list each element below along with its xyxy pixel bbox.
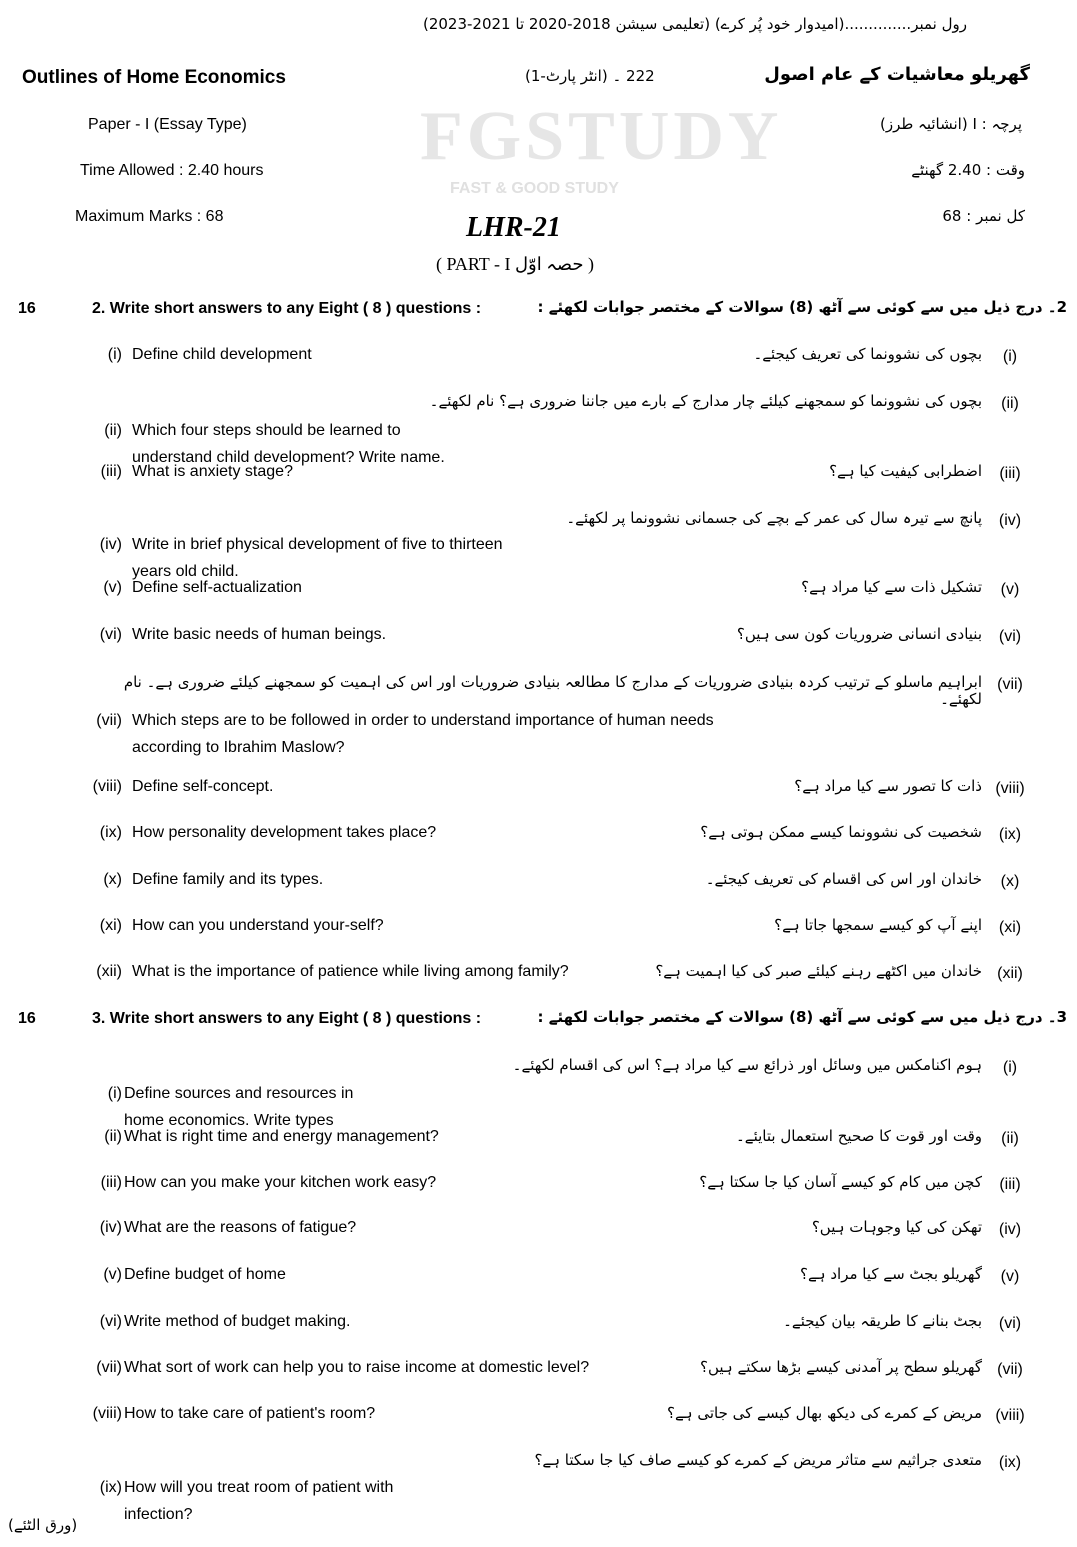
paper-code: 222 ۔ (انٹر پارٹ-1) [525, 67, 655, 85]
watermark-logo: FGSTUDY [420, 98, 783, 175]
question-number-en: (ix) [99, 1479, 122, 1496]
question-text-en: Write in brief physical development of five to thirteen [132, 536, 503, 553]
question-number-en: (xii) [96, 963, 122, 980]
question-number-en: (vi) [99, 1313, 122, 1330]
question-text-en: What is the importance of patience while living among family? [132, 963, 569, 980]
question-text-ur: تھکن کی کیا وجوہات ہیں؟ [811, 1218, 982, 1236]
question-text-ur: وقت اور قوت کا صحیح استعمال بتایئے۔ [736, 1127, 982, 1145]
question-number-ur: (iv) [998, 512, 1022, 529]
question-text-ur: گھریلو بجٹ سے کیا مراد ہے؟ [800, 1265, 982, 1283]
section-title-ur: 2۔ درج ذیل میں سے کوئی سے آٹھ (8) سوالات کے مختصر جوابات لکھئے : [537, 298, 1067, 316]
question-text-ur: بچوں کی نشوونما کو سمجھنے کیلئے چار مدارج کے بارے میں جاننا ضروری ہے؟ نام لکھئے۔ [429, 392, 982, 410]
question-text-en: How personality development takes place? [132, 824, 437, 841]
question-text-en: Define child development [132, 346, 312, 363]
question-text-ur: متعدی جراثیم سے متاثر مریض کے کمرے کو کیسے صاف کیا جا سکتا ہے؟ [534, 1451, 982, 1469]
paper-type-ur: پرچہ : I (انشائیہ طرز) [879, 115, 1022, 133]
section-title-en: 2. Write short answers to any Eight ( 8 ) questions : [92, 300, 482, 317]
time-allowed-en: Time Allowed : 2.40 hours [80, 162, 264, 179]
question-number-en: (viii) [92, 778, 122, 795]
question-text-ur: بچوں کی نشوونما کی تعریف کیجئے۔ [753, 345, 982, 363]
question-text-en: home economics. Write types [124, 1112, 334, 1129]
question-text-en: How can you understand your-self? [132, 917, 384, 934]
question-number-en: (i) [107, 1085, 122, 1102]
max-marks-en: Maximum Marks : 68 [75, 208, 224, 225]
question-text-en: How will you treat room of patient with [124, 1479, 394, 1496]
question-text-en: What are the reasons of fatigue? [124, 1219, 357, 1236]
question-text-ur: بجٹ بنانے کا طریقہ بیان کیجئے۔ [783, 1312, 982, 1330]
question-number-en: (v) [103, 1266, 122, 1283]
question-number-en: (iii) [100, 1174, 122, 1191]
question-text-en: according to Ibrahim Maslow? [132, 739, 345, 756]
question-number-en: (ii) [104, 1128, 122, 1145]
question-text-en: Define self-concept. [132, 778, 274, 795]
question-number-en: (viii) [92, 1405, 122, 1422]
part-heading: ( PART - I حصہ اوّل ) [436, 254, 594, 274]
question-text-en: Define self-actualization [132, 579, 302, 596]
question-text-ur: بنیادی انسانی ضروریات کون سی ہیں؟ [736, 625, 982, 643]
question-text-ur: کچن میں کام کو کیسے آسان کیا جا سکتا ہے؟ [699, 1173, 982, 1191]
section-marks: 16 [18, 300, 36, 317]
question-text-ur: گھریلو سطح پر آمدنی کیسے بڑھا سکتے ہیں؟ [700, 1358, 982, 1376]
question-text-en: Which steps are to be followed in order to understand importance of human needs [132, 712, 714, 729]
section-title-ur: 3۔ درج ذیل میں سے کوئی سے آٹھ (8) سوالات کے مختصر جوابات لکھئے : [537, 1008, 1067, 1026]
question-text-ur: مریض کے کمرے کی دیکھ بھال کیسے کی جاتی ہے؟ [667, 1404, 982, 1422]
subject-title-en: Outlines of Home Economics [22, 67, 286, 88]
question-text-ur: تشکیل ذات سے کیا مراد ہے؟ [801, 578, 982, 596]
question-number-en: (ix) [99, 824, 122, 841]
question-number-ur: (iii) [999, 465, 1021, 482]
question-number-ur: (xii) [997, 965, 1023, 982]
question-text-ur: شخصیت کی نشوونما کیسے ممکن ہوتی ہے؟ [700, 823, 982, 841]
question-text-en: How to take care of patient's room? [124, 1405, 376, 1422]
question-number-ur: (v) [1000, 1268, 1020, 1285]
question-number-en: (iv) [99, 1219, 122, 1236]
question-number-ur: (iii) [999, 1176, 1021, 1193]
question-number-ur: (iv) [998, 1221, 1022, 1238]
question-text-en: Define sources and resources in [124, 1085, 354, 1102]
question-text-ur: ہوم اکنامکس میں وسائل اور ذرائع سے کیا مراد ہے؟ اس کی اقسام لکھئے۔ [512, 1056, 982, 1074]
question-text-ur: خاندان میں اکٹھے رہنے کیلئے صبر کی کیا اہمیت ہے؟ [655, 962, 982, 980]
question-number-ur: (vii) [997, 1361, 1023, 1378]
section-marks: 16 [18, 1010, 36, 1027]
question-text-en: Write method of budget making. [124, 1313, 351, 1330]
question-number-en: (iv) [99, 536, 122, 553]
question-number-en: (vi) [99, 626, 122, 643]
turn-over-note: (ورق الٹئے) [8, 1516, 78, 1534]
question-number-ur: (ix) [998, 826, 1022, 843]
question-number-ur: (xi) [998, 919, 1022, 936]
question-number-en: (iii) [100, 463, 122, 480]
question-text-en: Define family and its types. [132, 871, 324, 888]
question-number-ur: (x) [1000, 873, 1020, 890]
section-title-en: 3. Write short answers to any Eight ( 8 ) questions : [92, 1010, 482, 1027]
question-number-en: (xi) [99, 917, 122, 934]
question-text-en: What is anxiety stage? [132, 463, 293, 480]
question-text-ur: اضطرابی کیفیت کیا ہے؟ [829, 462, 982, 480]
question-number-en: (vii) [96, 712, 122, 729]
question-text-en: understand child development? Write name. [132, 449, 445, 466]
question-number-ur: (ii) [1001, 1130, 1019, 1147]
question-number-ur: (vi) [998, 628, 1022, 645]
max-marks-ur: کل نمبر : 68 [942, 207, 1025, 225]
question-number-en: (ii) [104, 422, 122, 439]
question-number-en: (v) [103, 579, 122, 596]
question-number-ur: (i) [1002, 348, 1018, 365]
question-text-en: Define budget of home [124, 1266, 286, 1283]
question-text-en: Which four steps should be learned to [132, 422, 401, 439]
question-text-en: Write basic needs of human beings. [132, 626, 387, 643]
question-text-ur: پانچ سے تیرہ سال کی عمر کے بچے کی جسمانی نشوونما پر لکھئے۔ [566, 509, 982, 527]
question-number-ur: (viii) [995, 1407, 1025, 1424]
question-number-ur: (v) [1000, 581, 1020, 598]
paper-type-en: Paper - I (Essay Type) [88, 116, 247, 133]
watermark-tagline: FAST & GOOD STUDY [450, 180, 619, 197]
subject-title-ur: گھریلو معاشیات کے عام اصول [764, 64, 1030, 85]
board-code: LHR-21 [466, 212, 561, 243]
question-text-ur: اپنے آپ کو کیسے سمجھا جاتا ہے؟ [774, 916, 982, 934]
question-number-en: (x) [103, 871, 122, 888]
question-text-ur: ابراہیم ماسلو کے ترتیب کردہ بنیادی ضروریات کے مدارج کا مطالعہ بنیادی ضروریات اور اس کی اہمیت کو سمجھنے کیلئے ضروری ہے۔ نام لکھئے۔ [123, 673, 982, 708]
roll-number-line: رول نمبر..............(امیدوار خود پُر کرے) (تعلیمی سیشن 2018-2020 تا 2021-2023) [422, 15, 967, 33]
question-number-ur: (ix) [998, 1454, 1022, 1471]
question-text-en: How can you make your kitchen work easy? [124, 1174, 437, 1191]
question-number-en: (i) [107, 346, 122, 363]
question-number-ur: (vii) [997, 676, 1023, 693]
question-text-ur: ذات کا تصور سے کیا مراد ہے؟ [794, 777, 982, 795]
question-text-en: infection? [124, 1506, 193, 1523]
question-text-en: What is right time and energy management? [124, 1128, 439, 1145]
time-allowed-ur: وقت : 2.40 گھنٹے [911, 161, 1025, 179]
question-number-ur: (viii) [995, 780, 1025, 797]
question-text-en: What sort of work can help you to raise income at domestic level? [124, 1359, 590, 1376]
question-text-ur: خاندان اور اس کی اقسام کی تعریف کیجئے۔ [705, 870, 982, 888]
question-number-ur: (ii) [1001, 395, 1019, 412]
question-text-en: years old child. [132, 563, 239, 580]
question-number-ur: (vi) [998, 1315, 1022, 1332]
question-number-en: (vii) [96, 1359, 122, 1376]
question-number-ur: (i) [1002, 1059, 1018, 1076]
